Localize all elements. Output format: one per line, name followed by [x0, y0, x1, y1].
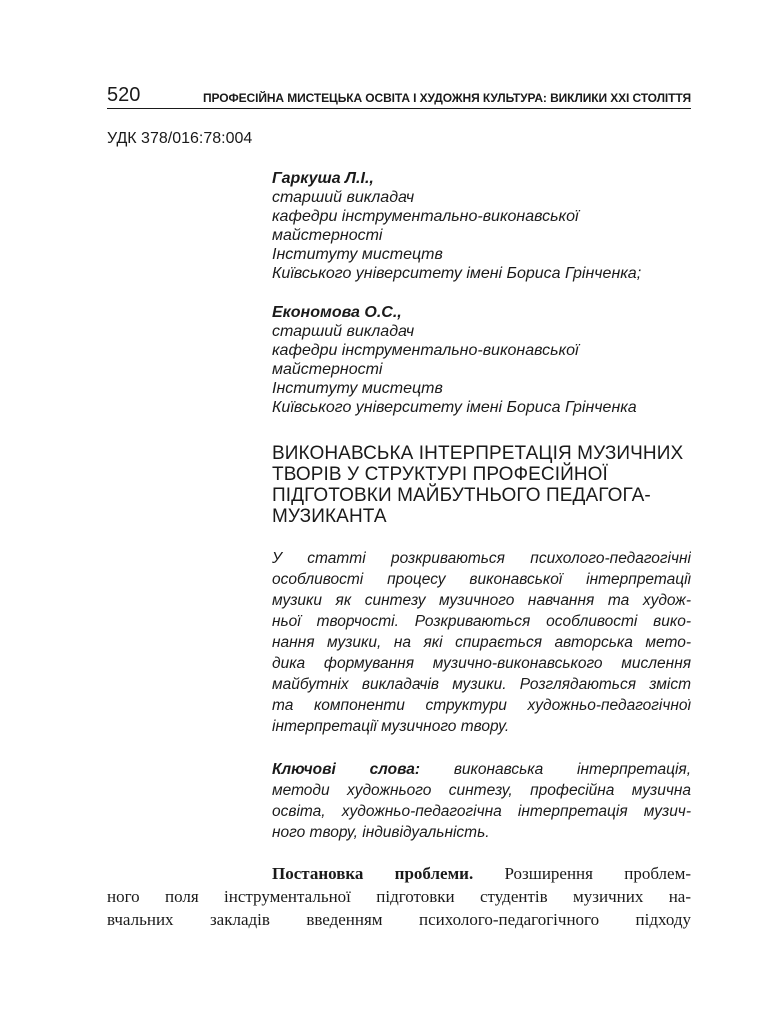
abstract-line: У статті розкриваються психолого-педагогічні: [272, 550, 691, 567]
title-line: ВИКОНАВСЬКА ІНТЕРПРЕТАЦІЯ МУЗИЧНИХ: [272, 443, 684, 464]
abstract-line: інтерпретації музичного твору.: [272, 718, 510, 735]
author-position: старший викладач: [272, 323, 415, 340]
keywords-first-line: [272, 759, 691, 780]
author-name: Гаркуша Л.І.,: [272, 170, 374, 187]
keywords-label: Ключові слова:: [272, 761, 421, 778]
author-name: Економова О.С.,: [272, 304, 402, 321]
author-block: [272, 303, 702, 417]
abstract-line: особливості процесу виконавської інтерпретації: [272, 571, 691, 588]
title-line: ТВОРІВ У СТРУКТУРІ ПРОФЕСІЙНОЇ: [272, 464, 608, 485]
abstract-line: дика формування музично-виконавського мислення: [272, 655, 691, 672]
body-line: вчальних закладів введенням психолого-педагогічного підходу: [107, 910, 691, 929]
body-first-line: [107, 862, 691, 885]
keywords-text: виконавська інтерпретація,: [453, 761, 691, 778]
author-department-cont: майстерності: [272, 227, 383, 244]
running-title: ПРОФЕСІЙНА МИСТЕЦЬКА ОСВІТА І ХУДОЖНЯ КУЛЬТУРА: ВИКЛИКИ XXI СТОЛІТТЯ: [202, 91, 691, 105]
title-line: ПІДГОТОВКИ МАЙБУТНЬОГО ПЕДАГОГА-: [272, 485, 651, 506]
author-institute: Інституту мистецтв: [272, 380, 443, 397]
keywords-line: ного твору, індивідуальність.: [272, 824, 490, 841]
page-header: [107, 84, 691, 109]
section-heading: Постановка проблеми.: [272, 864, 474, 883]
keywords: [272, 759, 691, 843]
article-title: [272, 443, 702, 527]
author-position: старший викладач: [272, 189, 415, 206]
body-text: Розширення проблем-: [504, 864, 691, 883]
udc-code: УДК 378/016:78:004: [107, 130, 253, 147]
abstract: [272, 548, 691, 737]
author-block: [272, 169, 702, 283]
author-university: Київського університету імені Бориса Грінченка;: [272, 265, 642, 282]
body-paragraph: [107, 862, 691, 931]
author-institute: Інституту мистецтв: [272, 246, 443, 263]
title-line: МУЗИКАНТА: [272, 506, 387, 527]
author-department: кафедри інструментально-виконавської: [272, 208, 579, 225]
abstract-line: музики як синтезу музичного навчання та худож-: [272, 592, 691, 609]
abstract-line: нання музики, на які спирається авторська мето-: [272, 634, 691, 651]
author-department: кафедри інструментально-виконавської: [272, 342, 579, 359]
abstract-line: майбутніх викладачів музики. Розглядаються зміст: [272, 676, 691, 693]
body-line: ного поля інструментальної підготовки студентів музичних на-: [107, 887, 691, 906]
keywords-line: методи художнього синтезу, професійна музична: [272, 782, 691, 799]
page-number: 520: [107, 84, 141, 106]
abstract-line: та компоненти структури художньо-педагогічної: [272, 697, 691, 714]
author-university: Київського університету імені Бориса Грінченка: [272, 399, 637, 416]
author-department-cont: майстерності: [272, 361, 383, 378]
keywords-line: освіта, художньо-педагогічна інтерпретація музич-: [272, 803, 691, 820]
abstract-line: ньої творчості. Розкриваються особливості вико-: [272, 613, 691, 630]
